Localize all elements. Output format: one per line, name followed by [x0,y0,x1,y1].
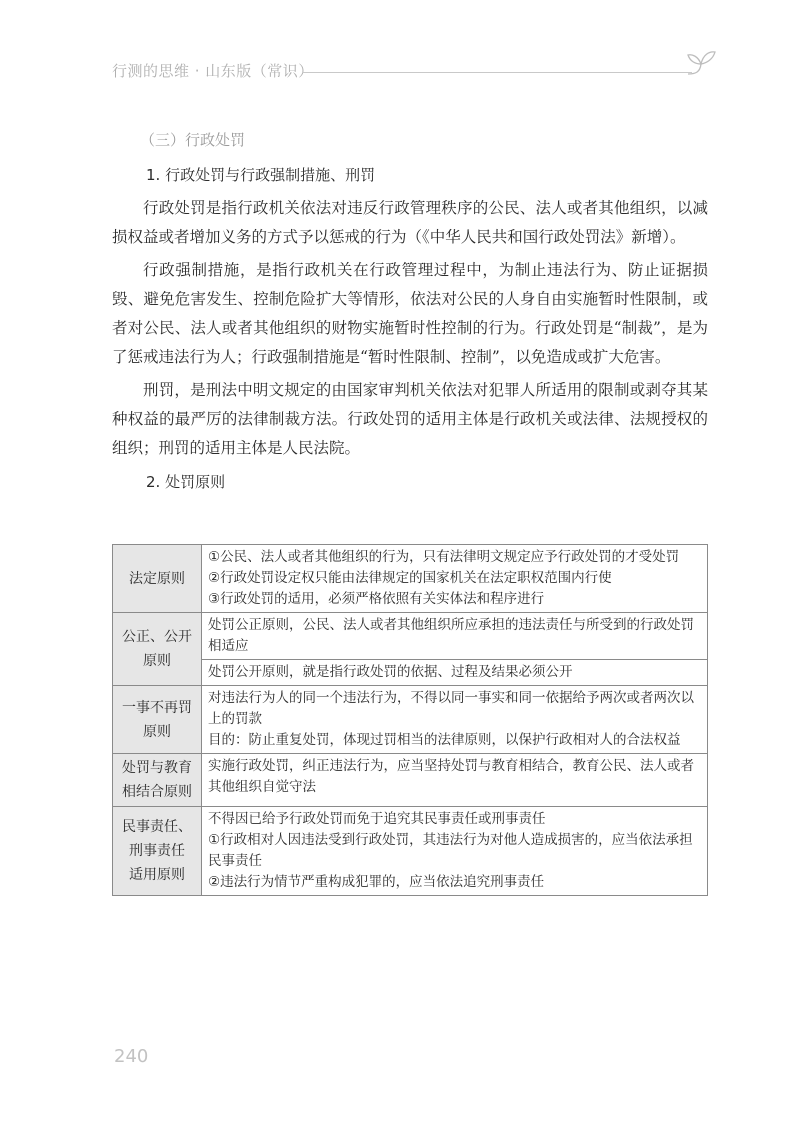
subsection-heading-2: 2. 处罚原则 [146,473,226,491]
principle-description: 处罚公正原则，公民、法人或者其他组织所应承担的违法责任与所受到的行政处罚相适应 [202,613,708,660]
table-row [113,660,708,686]
principle-description: 不得因已给予行政处罚而免于追究其民事责任或刑事责任 ①行政相对人因违法受到行政处罚，其违法行为对他人造成损害的，应当依法承担民事责任 ②违法行为情节严重构成犯罪的，应当依法追究刑事责任 [202,807,708,896]
header-rule [302,72,692,73]
section-heading: （三）行政处罚 [140,131,246,149]
table-row [113,754,708,807]
table-row [113,613,708,660]
paragraph-compulsory-measures: 行政强制措施，是指行政机关在行政管理过程中，为制止违法行为、防止证据损毁、避免危害发生、控制危险扩大等情形，依法对公民的人身自由实施暂时性限制，或者对公民、法人或者其他组织的财物实施暂时性控制的行为。行政处罚是“制裁”，是为了惩戒违法行为人；行政强制措施是“暂时性限制、控制”，以免造成或扩大危害。 [112,261,708,366]
table-row [113,545,708,613]
table-row [113,686,708,754]
paragraph-administrative-penalty: 行政处罚是指行政机关依法对违反行政管理秩序的公民、法人或者其他组织，以减损权益或者增加义务的方式予以惩戒的行为（《中华人民共和国行政处罚法》新增）。 [112,199,708,246]
running-title: 行测的思维 · 山东版（常识） [112,62,314,80]
principle-label: 公正、公开 原则 [113,613,202,686]
sprout-icon [684,46,718,76]
paragraph-criminal-penalty: 刑罚，是刑法中明文规定的由国家审判机关依法对犯罪人所适用的限制或剥夺其某种权益的最严厉的法律制裁方法。行政处罚的适用主体是行政机关或法律、法规授权的组织；刑罚的适用主体是人民法院。 [112,381,708,457]
principle-label: 民事责任、 刑事责任 适用原则 [113,807,202,896]
principle-description: 处罚公开原则，就是指行政处罚的依据、过程及结果必须公开 [202,660,708,686]
principles-table [112,544,708,896]
page-content [112,128,708,501]
table-row [113,807,708,896]
page-header [112,58,712,88]
principle-label: 处罚与教育 相结合原则 [113,754,202,807]
subsection-heading-1: 1. 行政处罚与行政强制措施、刑罚 [146,166,376,184]
principle-label: 法定原则 [113,545,202,613]
page-number: 240 [114,1046,149,1067]
principle-description: 对违法行为人的同一个违法行为，不得以同一事实和同一依据给予两次或者两次以上的罚款 目的：防止重复处罚，体现过罚相当的法律原则，以保护行政相对人的合法权益 [202,686,708,754]
principle-label: 一事不再罚 原则 [113,686,202,754]
principle-description: ①公民、法人或者其他组织的行为，只有法律明文规定应予行政处罚的才受处罚 ②行政处罚设定权只能由法律规定的国家机关在法定职权范围内行使 ③行政处罚的适用，必须严格依照有关实体法和程序进行 [202,545,708,613]
principle-description: 实施行政处罚，纠正违法行为，应当坚持处罚与教育相结合，教育公民、法人或者其他组织自觉守法 [202,754,708,807]
